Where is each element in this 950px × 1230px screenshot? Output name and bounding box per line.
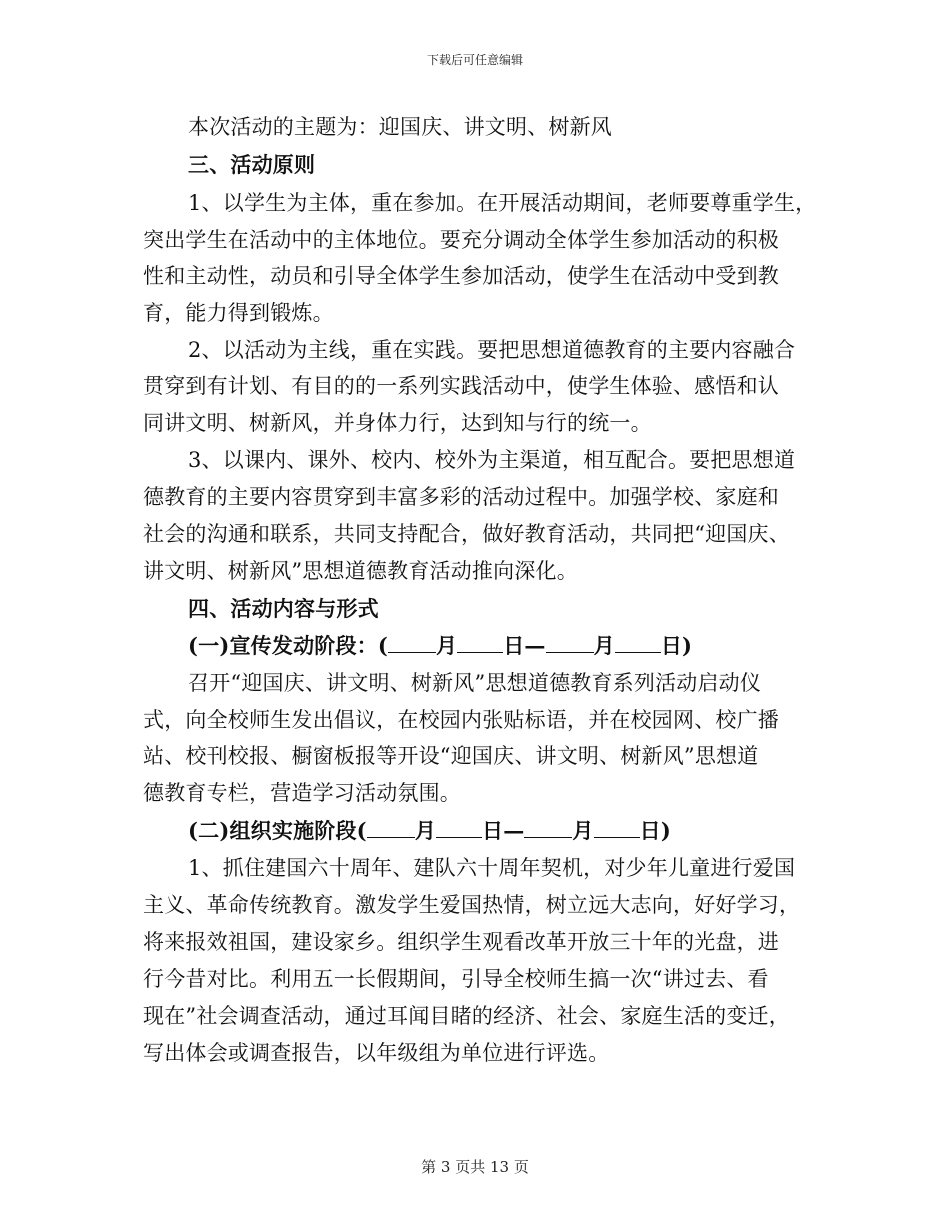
day-label: 日 bbox=[639, 818, 661, 843]
paragraph-line: 主义、革命传统教育。激发学生爱国热情，树立远大志向，好好学习， bbox=[143, 893, 801, 917]
month-label: 月 bbox=[414, 818, 437, 843]
paragraph-line: 行今昔对比。利用五一长假期间，引导全校师生搞一次“讲过去、看 bbox=[143, 967, 769, 991]
stage-heading-1 bbox=[188, 631, 692, 661]
paragraph-line: 德教育专栏，营造学习活动氛围。 bbox=[143, 781, 461, 805]
paragraph-line: 2、以活动为主线，重在实践。要把思想道德教育的主要内容融合 bbox=[188, 338, 796, 362]
paragraph-line: 写出体会或调查报告，以年级组为单位进行评选。 bbox=[143, 1041, 610, 1065]
paragraph-line: 1、抓住建国六十周年、建队六十周年契机，对少年儿童进行爱国 bbox=[188, 856, 796, 880]
close-paren: ) bbox=[660, 818, 671, 843]
dash: — bbox=[503, 818, 525, 843]
page-header: 下载后可任意编辑 bbox=[426, 53, 523, 67]
date-blank bbox=[388, 634, 436, 653]
month-label: 月 bbox=[593, 633, 615, 658]
stage-heading-2 bbox=[188, 816, 671, 846]
paragraph-line: 本次活动的主题为：迎国庆、讲文明、树新风 bbox=[188, 115, 612, 139]
dash: — bbox=[524, 633, 546, 658]
month-label: 月 bbox=[436, 633, 458, 658]
paragraph-line: 社会的沟通和联系，共同支持配合，做好教育活动，共同把“迎国庆、 bbox=[143, 522, 790, 546]
close-paren: ) bbox=[682, 633, 693, 658]
stage-heading-prefix: (一)宣传发动阶段：( bbox=[188, 633, 389, 658]
month-label: 月 bbox=[572, 818, 594, 843]
paragraph-line: 同讲文明、树新风，并身体力行，达到知与行的统一。 bbox=[143, 411, 652, 435]
paragraph-line: 召开“迎国庆、讲文明、树新风”思想道德教育系列活动启动仪 bbox=[188, 671, 762, 695]
date-blank bbox=[615, 634, 661, 653]
page-footer: 第 3 页共 13 页 bbox=[421, 1158, 529, 1176]
day-label: 日 bbox=[503, 633, 525, 658]
date-blank bbox=[457, 634, 503, 653]
day-label: 日 bbox=[482, 818, 504, 843]
paragraph-line: 贯穿到有计划、有目的的一系列实践活动中，使学生体验、感悟和认 bbox=[143, 374, 779, 398]
paragraph-line: 式，向全校师生发出倡议，在校园内张贴标语，并在校园网、校广播 bbox=[143, 708, 779, 732]
date-blank bbox=[367, 819, 415, 838]
date-blank bbox=[524, 819, 572, 838]
paragraph-line: 现在”社会调查活动，通过耳闻目睹的经济、社会、家庭生活的变迁， bbox=[143, 1004, 790, 1028]
stage-heading-prefix: (二)组织实施阶段( bbox=[188, 818, 367, 843]
paragraph-line: 讲文明、树新风”思想道德教育活动推向深化。 bbox=[143, 559, 578, 583]
paragraph-line: 育，能力得到锻炼。 bbox=[143, 301, 334, 325]
day-label: 日 bbox=[660, 633, 683, 658]
date-blank bbox=[546, 634, 594, 653]
paragraph-line: 站、校刊校报、橱窗板报等开设“迎国庆、讲文明、树新风”思想道 bbox=[143, 744, 759, 768]
paragraph-line: 性和主动性，动员和引导全体学生参加活动，使学生在活动中受到教 bbox=[143, 264, 779, 288]
paragraph-line: 3、以课内、课外、校内、校外为主渠道，相互配合。要把思想道 bbox=[188, 448, 796, 472]
section-heading: 四、活动内容与形式 bbox=[188, 596, 379, 621]
section-heading: 三、活动原则 bbox=[188, 152, 316, 177]
paragraph-line: 1、以学生为主体，重在参加。在开展活动期间，老师要尊重学生， bbox=[188, 191, 817, 215]
date-blank bbox=[436, 819, 482, 838]
paragraph-line: 将来报效祖国，建设家乡。组织学生观看改革开放三十年的光盘，进 bbox=[143, 930, 779, 954]
date-blank bbox=[594, 819, 640, 838]
paragraph-line: 突出学生在活动中的主体地位。要充分调动全体学生参加活动的积极 bbox=[143, 228, 779, 252]
paragraph-line: 德教育的主要内容贯穿到丰富多彩的活动过程中。加强学校、家庭和 bbox=[143, 485, 779, 509]
